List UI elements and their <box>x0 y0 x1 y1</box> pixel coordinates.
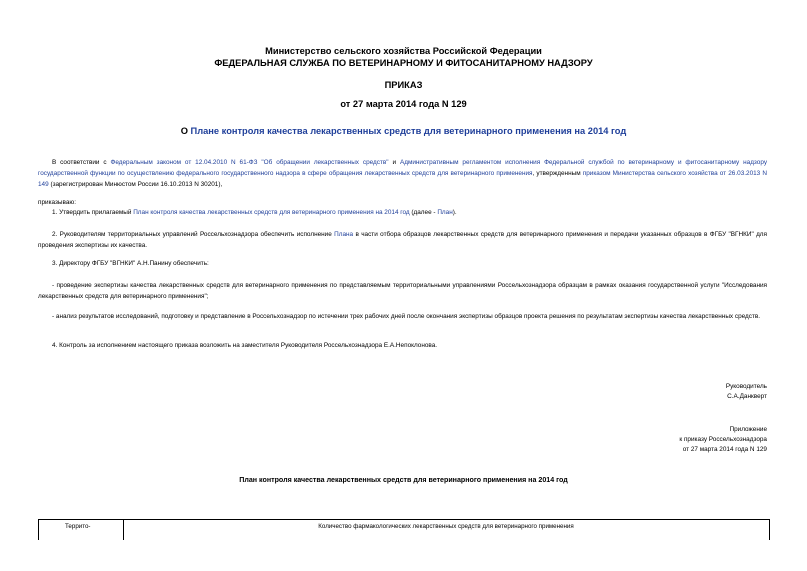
item-2-text: 2. Руководителям территориальных управлений Россельхознадзора обеспечить исполнение <box>52 231 335 238</box>
document-type: ПРИКАЗ <box>384 80 423 90</box>
preamble-text-1: В соответствии с <box>52 159 111 166</box>
document-date-number: от 27 марта 2014 года N 129 <box>340 99 467 109</box>
appendix-ref: к приказу Россельхознадзора <box>679 436 767 443</box>
plan-table <box>38 519 770 540</box>
federal-law-link[interactable]: Федеральным законом от 12.04.2010 N 61-ФЗ "Об обращении лекарственных средств" <box>110 159 389 166</box>
item-3: 3. Директору ФГБУ "ВГНКИ" А.Н.Панину обеспечить: <box>52 260 209 267</box>
item-1-plan-short-link[interactable]: План <box>437 209 453 216</box>
bullet-1: - проведение экспертизы качества лекарственных средств для ветеринарного применения по представляемым территориальными управлениями Россельхознадзора образцам в рамках оказания государственной услуги "Исследования лекарственных средств для ветеринарного применения"; <box>38 282 767 300</box>
item-4: 4. Контроль за исполнением настоящего приказа возложить на заместителя Руководителя Россельхознадзора Е.А.Непоклонова. <box>52 342 438 349</box>
item-2-text-2: в части отбора образцов лекарственных средств для ветеринарного применения и передачи указанных образцов в ФГБУ "ВГНКИ" для проведения экспертизы их качества. <box>38 231 767 249</box>
subject-prefix: О <box>180 126 191 136</box>
preamble-text-2: и <box>388 159 400 166</box>
admin-regulation-link[interactable]: Административным регламентом исполнения Федеральной службой по ветеринарному и фитосанитарному надзору государственной функции по осуществлению федерального государственного надзора в сфере обращения лекарственных средств для ветеринарного применения <box>38 159 768 177</box>
appendix-date: от 27 марта 2014 года N 129 <box>682 446 767 453</box>
preamble-paragraph <box>38 157 767 190</box>
item-2-plan-link[interactable]: Плана <box>334 231 354 238</box>
table-header-territory-label: Террито- <box>65 523 91 530</box>
service-name: ФЕДЕРАЛЬНАЯ СЛУЖБА ПО ВЕТЕРИНАРНОМУ И ФИТОСАНИТАРНОМУ НАДЗОРУ <box>214 58 593 68</box>
item-1 <box>52 209 457 216</box>
table-header-territory <box>39 520 124 540</box>
orders-word: приказываю: <box>38 199 76 206</box>
item-1-text: 1. Утвердить прилагаемый <box>52 209 134 216</box>
document-subject <box>0 126 807 136</box>
ministry-order-link[interactable]: приказом Министерства сельского хозяйства от 26.03.2013 N 149 <box>38 170 767 188</box>
signature-name: С.А.Данкверт <box>727 393 767 400</box>
item-1-text-3: ). <box>452 209 457 216</box>
ministry-name: Министерство сельского хозяйства Российской Федерации <box>265 46 542 56</box>
subject-plan-link[interactable]: Плане контроля качества лекарственных средств для ветеринарного применения на 2014 год <box>190 126 627 136</box>
table-header-quantity: Количество фармакологических лекарственных средств для ветеринарного применения <box>318 523 574 530</box>
preamble-text-4: (зарегистрирован Минюстом России 16.10.2013 N 30201), <box>48 181 223 188</box>
item-1-text-2: (далее - <box>409 209 438 216</box>
signature-title: Руководитель <box>725 383 767 390</box>
bullet-2: - анализ результатов исследований, подготовку и представление в Россельхознадзор по истечении трех рабочих дней после окончания экспертизы образцов проекта решения по результатам экспертизы качества лекарственных средств. <box>52 313 761 320</box>
plan-title: План контроля качества лекарственных средств для ветеринарного применения на 2014 год <box>239 476 568 484</box>
appendix-label: Приложение <box>729 426 767 433</box>
item-1-plan-link[interactable]: План контроля качества лекарственных средств для ветеринарного применения на 2014 год <box>133 209 410 216</box>
item-2 <box>38 229 767 251</box>
preamble-text-3: , утвержденным <box>532 170 583 177</box>
